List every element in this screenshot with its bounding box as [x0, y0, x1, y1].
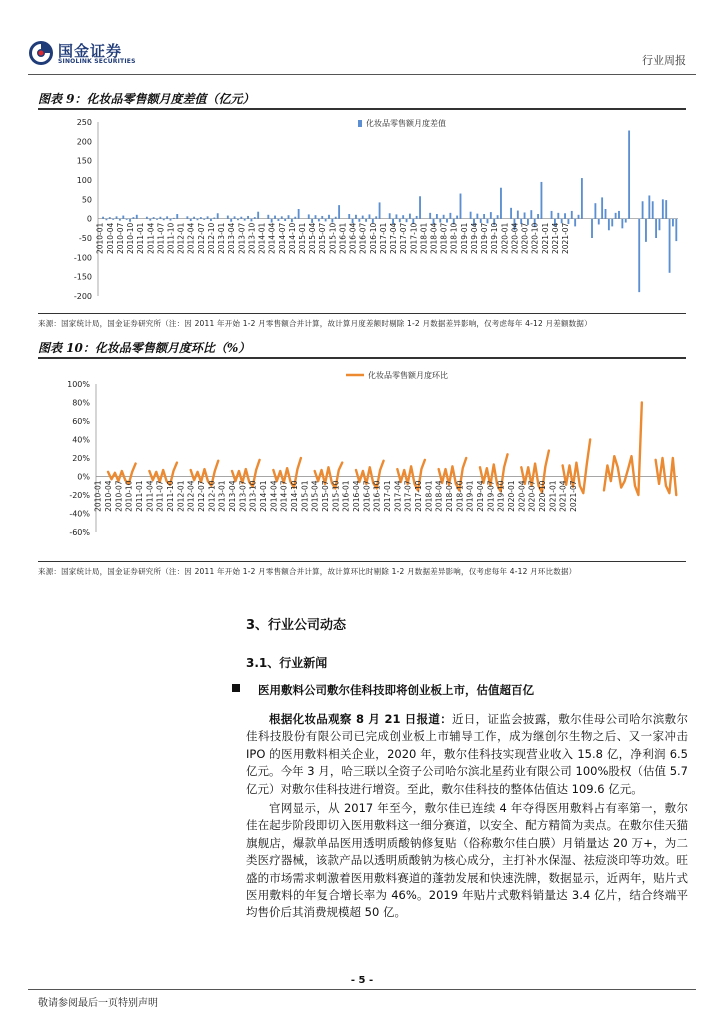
news-headline: 医用敷料公司敷尔佳科技即将创业板上市，估值超百亿 [258, 683, 534, 697]
x-tick-label: 2021-07 [568, 480, 578, 512]
bar [608, 219, 610, 231]
bar [369, 214, 371, 218]
x-tick-label: 2015-01 [298, 222, 308, 255]
bar [581, 178, 583, 219]
bar [136, 215, 138, 219]
bar [325, 219, 327, 222]
y-tick-label: -60% [69, 528, 90, 537]
bar [149, 219, 151, 221]
bar [456, 216, 458, 219]
x-tick-label: 2016-10 [372, 480, 382, 512]
x-tick-label: 2021-01 [540, 222, 550, 255]
x-tick-label: 2019-01 [459, 222, 469, 255]
bar [308, 214, 310, 218]
bar [571, 211, 573, 219]
bar [132, 217, 134, 219]
report-type: 行业周报 [642, 54, 686, 67]
bar [200, 217, 202, 219]
news-paragraph-1 [246, 711, 688, 798]
bar [355, 215, 357, 219]
y-tick-label: 250 [76, 118, 92, 127]
y-tick-label: -200 [73, 292, 92, 301]
x-tick-label: 2020-04 [517, 480, 527, 512]
bar [389, 213, 391, 218]
bar [537, 214, 539, 219]
bar [163, 219, 165, 221]
bar [541, 182, 543, 219]
bar [662, 199, 664, 218]
x-tick-label: 2012-04 [186, 480, 196, 512]
bar [102, 217, 104, 219]
bar [274, 216, 276, 219]
bar [648, 195, 650, 218]
bar [257, 212, 259, 219]
bar [406, 219, 408, 222]
bar [254, 217, 256, 219]
bar [281, 216, 283, 218]
bar [675, 219, 677, 241]
bar [129, 219, 131, 222]
legend-label: 化妆品零售额月度环比 [368, 371, 448, 380]
x-tick-label: 2012-07 [197, 480, 207, 512]
bar [318, 219, 320, 222]
x-tick-label: 2017-07 [403, 480, 413, 512]
x-tick-label: 2012-01 [176, 480, 186, 512]
bar [618, 211, 620, 219]
bar [170, 219, 172, 221]
bar [645, 219, 647, 242]
x-tick-label: 2013-10 [247, 222, 257, 255]
bar [247, 216, 249, 219]
bar [352, 219, 354, 224]
bar [321, 216, 323, 219]
legend-label: 化妆品零售额月度差值 [366, 119, 446, 128]
bar [176, 214, 178, 219]
bar [399, 219, 401, 222]
x-tick-label: 2020-01 [506, 480, 516, 512]
x-tick-label: 2017-01 [383, 480, 392, 512]
bar [358, 219, 360, 222]
bar [416, 216, 418, 219]
x-tick-label: 2018-01 [424, 480, 434, 512]
bar [578, 215, 580, 219]
bar [288, 215, 290, 218]
bar [213, 218, 215, 219]
bar [476, 214, 478, 219]
bar [611, 219, 613, 227]
footer-disclaimer-note: 敬请参阅最后一页特别声明 [38, 998, 158, 1009]
x-tick-label: 2017-04 [389, 222, 399, 255]
bar [396, 214, 398, 218]
header-divider [28, 74, 696, 75]
bar [119, 219, 121, 221]
y-tick-label: 0% [77, 472, 90, 482]
x-tick-label: 2013-07 [238, 480, 248, 512]
x-tick-label: 2019-10 [490, 222, 500, 255]
x-tick-label: 2013-01 [217, 480, 227, 512]
figure10-line-chart [38, 360, 686, 560]
x-tick-label: 2021-01 [548, 480, 558, 512]
bar [625, 219, 627, 223]
bar [443, 215, 445, 219]
x-tick-label: 2019-04 [469, 222, 479, 255]
x-tick-label: 2010-01 [93, 480, 103, 512]
bar [126, 219, 128, 220]
x-tick-label: 2011-07 [155, 480, 165, 512]
bar [669, 219, 671, 273]
bar [601, 197, 603, 218]
x-tick-label: 2017-10 [413, 480, 423, 512]
news-paragraph-1-lead: 根据化妆品观察 8 月 21 日报道： [269, 712, 453, 726]
bar [106, 219, 108, 221]
brand-name-cn: 国金证券 [58, 42, 123, 60]
x-tick-label: 2010-04 [105, 222, 115, 255]
bar [156, 219, 158, 220]
bar [159, 217, 161, 219]
x-tick-label: 2017-01 [378, 222, 388, 255]
x-tick-label: 2019-07 [486, 480, 496, 512]
x-tick-label: 2011-07 [156, 222, 166, 255]
figure9-bar-chart [38, 110, 686, 312]
bar [237, 219, 239, 221]
x-tick-label: 2013-10 [248, 480, 258, 512]
y-tick-label: 60% [72, 417, 90, 426]
bar [284, 219, 286, 221]
x-tick-label: 2019-07 [480, 222, 490, 255]
bar [497, 215, 499, 218]
x-tick-label: 2014-10 [287, 222, 297, 255]
x-tick-label: 2016-10 [368, 222, 378, 255]
x-tick-label: 2021-04 [550, 222, 560, 255]
bar [429, 213, 431, 219]
x-tick-label: 2021-07 [561, 222, 571, 255]
bar [480, 219, 482, 223]
x-tick-label: 2015-04 [308, 222, 318, 255]
x-tick-label: 2018-04 [429, 222, 439, 255]
x-tick-label: 2021-04 [558, 480, 568, 512]
x-tick-label: 2013-07 [237, 222, 247, 255]
y-tick-label: -20% [69, 491, 90, 500]
news-paragraph-1-body: 近日，证监会披露，敷尔佳母公司哈尔滨敷尔佳科技股份有限公司已完成创业板上市辅导工作，成为继创尔生物之后、又一家冲击 IPO 的医用敷料相关企业，2020 年，敷尔佳科技实现营业收入 15.8 亿，净利润 6.5 亿元。今年 3 月，哈三联以全资子公司哈尔滨北星药业有限公司 100%股权（估值 5.7 亿元）对敷尔佳科技进行增资。至此，敷尔佳科技的整体估值达 109.6 亿元。 [246, 712, 688, 796]
bar [109, 217, 111, 219]
x-tick-label: 2016-01 [341, 480, 351, 512]
x-tick-label: 2019-04 [475, 480, 485, 512]
bullet-square-icon [232, 684, 240, 692]
news-paragraph-2: 官网显示，从 2017 年至今，敷尔佳已连续 4 年夺得医用敷料占有率第一，敷尔佳在起步阶段即切入医用敷料这一细分赛道，以安全、配方精简为卖点。在敷尔佳天猫旗舰店，爆款单品医用透明质酸钠修复贴（俗称敷尔佳白膜）月销量达 20 万+，为二类医疗器械，该款产品以透明质酸钠为核心成分，主打补水保湿、祛痘淡印等功效。旺盛的市场需求刺激着医用敷料赛道的蓬勃发展和快速洗牌，数据显示，近两年，贴片式医用敷料的年复合增长率为 46%。2019 年贴片式敷料销量达 3.4 亿片，结合终端平均售价后其消费规模超 50 亿。 [246, 801, 688, 920]
x-tick-label: 2020-07 [527, 480, 537, 512]
bar [315, 215, 317, 218]
bar [510, 208, 512, 219]
x-tick-label: 2014-04 [269, 480, 279, 512]
bar [490, 212, 492, 219]
bar [203, 219, 205, 220]
bar [655, 219, 657, 238]
x-tick-label: 2014-01 [257, 222, 267, 255]
bar [335, 217, 337, 219]
bar [409, 214, 411, 219]
brand-name-en: SINOLINK SECURITIES [58, 58, 136, 65]
bar [628, 131, 630, 219]
bar [331, 219, 333, 223]
figure10-title: 图表 10：化妆品零售额月度环比（%） [38, 341, 251, 355]
bar [557, 213, 559, 219]
bar [652, 201, 654, 218]
figure9-title: 图表 9：化妆品零售额月度差值（亿元） [38, 92, 255, 106]
y-tick-label: -100 [73, 253, 92, 263]
x-tick-label: 2019-01 [465, 480, 475, 512]
x-tick-label: 2011-10 [166, 222, 176, 255]
bar [277, 219, 279, 221]
x-tick-label: 2015-10 [331, 480, 341, 512]
x-tick-label: 2016-04 [348, 222, 358, 255]
x-tick-label: 2017-07 [399, 222, 409, 255]
bar [365, 219, 367, 222]
y-tick-label: 100 [76, 176, 92, 185]
x-tick-label: 2010-04 [104, 480, 114, 512]
x-tick-label: 2010-07 [114, 480, 124, 512]
figure10-top-rule [38, 357, 686, 359]
bar [598, 219, 600, 225]
bar [621, 219, 623, 229]
x-tick-label: 2020-10 [530, 222, 540, 255]
bar [122, 216, 124, 219]
page-number: - 5 - [350, 975, 374, 986]
x-tick-label: 2013-04 [228, 480, 238, 512]
bar [449, 213, 451, 219]
bar [197, 219, 199, 221]
bar [561, 219, 563, 224]
x-tick-label: 2015-07 [318, 222, 328, 255]
figure10-bottom-rule [38, 561, 686, 562]
x-tick-label: 2014-01 [259, 480, 269, 512]
x-tick-label: 2012-07 [196, 222, 206, 255]
bar [251, 219, 253, 222]
bar [483, 214, 485, 219]
y-tick-label: 100% [67, 380, 90, 389]
bar [605, 209, 607, 219]
bar [291, 219, 293, 222]
bar [362, 216, 364, 219]
bar [517, 211, 519, 219]
x-tick-label: 2011-01 [135, 480, 145, 512]
bar [230, 219, 232, 222]
x-tick-label: 2020-04 [510, 222, 520, 255]
bar [379, 202, 381, 218]
y-tick-label: -50 [78, 234, 92, 243]
bar [436, 214, 438, 219]
bar [665, 200, 667, 219]
x-tick-label: 2015-04 [310, 480, 320, 512]
x-tick-label: 2010-01 [95, 222, 105, 255]
y-tick-label: -40% [69, 509, 90, 519]
x-tick-label: 2010-10 [126, 222, 136, 255]
x-tick-label: 2020-10 [537, 480, 547, 512]
legend-swatch [358, 120, 362, 127]
bar [551, 211, 553, 219]
x-tick-label: 2018-07 [444, 480, 454, 512]
x-tick-label: 2016-07 [362, 480, 372, 512]
bar [244, 219, 246, 221]
bar [210, 219, 212, 221]
bar [227, 216, 229, 219]
x-tick-label: 2015-10 [328, 222, 338, 255]
bar [338, 205, 340, 219]
bar [153, 217, 155, 219]
bar [166, 216, 168, 218]
bar [240, 217, 242, 219]
bar [439, 219, 441, 223]
x-tick-label: 2011-04 [145, 480, 155, 512]
x-tick-label: 2016-07 [358, 222, 368, 255]
bar [207, 216, 209, 218]
bar [402, 215, 404, 218]
x-tick-label: 2018-04 [434, 480, 444, 512]
x-tick-label: 2010-10 [124, 480, 134, 512]
x-tick-label: 2012-01 [176, 222, 186, 255]
y-tick-label: 0 [86, 214, 92, 224]
bar [659, 219, 661, 231]
x-tick-label: 2018-10 [455, 480, 465, 512]
footer-divider [28, 989, 696, 990]
bar [217, 213, 219, 218]
y-tick-label: 200 [76, 137, 92, 147]
y-tick-label: 40% [72, 435, 90, 445]
bar [500, 188, 502, 219]
bar [672, 219, 674, 227]
x-tick-label: 2013-01 [217, 222, 227, 255]
bar [564, 213, 566, 218]
x-tick-label: 2014-07 [279, 480, 289, 512]
bar [234, 216, 236, 218]
figure9-bottom-rule [38, 313, 686, 314]
bar [524, 212, 526, 218]
bar [574, 219, 576, 227]
bar [375, 216, 377, 218]
sinolink-logo-icon [28, 40, 54, 66]
bar [638, 219, 640, 292]
figure10-source: 来源：国家统计局，国金证券研究所（注：因 2011 年开始 1-2 月零售额合并计算，故计算环比时剔除 1-2 月数据差异影响，仅考虑每年 4-12 月环比数据） [38, 567, 577, 576]
y-tick-label: 20% [72, 454, 90, 463]
x-tick-label: 2011-01 [136, 222, 146, 255]
bar [190, 219, 192, 221]
bar [642, 201, 644, 218]
bar [146, 217, 148, 219]
x-tick-label: 2014-04 [267, 222, 277, 255]
subsection-title: 3.1、行业新闻 [246, 656, 328, 670]
bar [530, 210, 532, 219]
y-tick-label: 50 [81, 195, 92, 205]
x-tick-label: 2015-07 [321, 480, 331, 512]
x-tick-label: 2018-10 [449, 222, 459, 255]
bar [328, 215, 330, 219]
y-tick-label: 150 [76, 156, 92, 166]
x-tick-label: 2014-07 [277, 222, 287, 255]
bar [267, 215, 269, 219]
bar [193, 217, 195, 219]
bar [419, 196, 421, 218]
x-tick-label: 2016-04 [352, 480, 362, 512]
bar [487, 219, 489, 224]
x-tick-label: 2020-07 [520, 222, 530, 255]
bar [186, 216, 188, 218]
bar [311, 219, 313, 223]
x-tick-label: 2011-04 [146, 222, 156, 255]
section-title: 3、行业公司动态 [246, 618, 347, 633]
figure9-source: 来源：国家统计局，国金证券研究所（注：因 2011 年开始 1-2 月零售额合并计算，故计算月度差额时剔除 1-2 月数据差异影响，仅考虑每年 4-12 月差额数据） [38, 319, 592, 328]
x-tick-label: 2019-10 [496, 480, 506, 512]
x-tick-label: 2017-04 [393, 480, 403, 512]
x-tick-label: 2012-04 [186, 222, 196, 255]
x-tick-label: 2017-10 [409, 222, 419, 255]
x-tick-label: 2015-01 [300, 480, 310, 512]
bar [372, 219, 374, 223]
bar [460, 194, 462, 219]
x-tick-label: 2012-10 [207, 480, 217, 512]
bar [294, 217, 296, 219]
x-tick-label: 2018-01 [419, 222, 429, 255]
x-tick-label: 2010-07 [115, 222, 125, 255]
y-tick-label: 80% [72, 398, 90, 408]
y-tick-label: -150 [73, 272, 92, 282]
bar [594, 203, 596, 218]
x-tick-label: 2016-01 [338, 222, 348, 255]
x-tick-label: 2020-01 [500, 222, 510, 255]
bar [470, 212, 472, 219]
bar [591, 219, 593, 238]
bar [446, 219, 448, 223]
bar [615, 213, 617, 219]
x-tick-label: 2012-10 [206, 222, 216, 255]
bar [348, 214, 350, 219]
bar [112, 219, 114, 220]
x-tick-label: 2011-10 [166, 480, 176, 512]
x-tick-label: 2014-10 [290, 480, 300, 512]
x-tick-label: 2013-04 [227, 222, 237, 255]
bar [173, 218, 175, 219]
bar [116, 216, 118, 218]
bar [298, 209, 300, 219]
x-tick-label: 2018-07 [439, 222, 449, 255]
bar [271, 219, 273, 223]
